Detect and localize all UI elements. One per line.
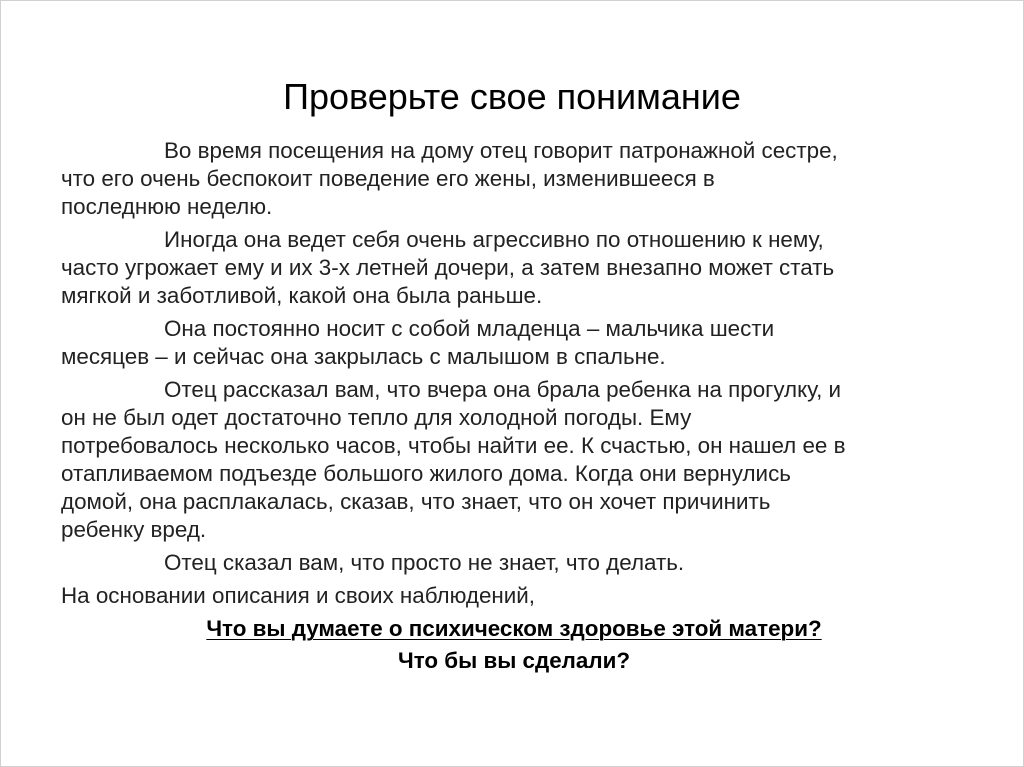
text-line: домой, она расплакалась, сказав, что знает, что он хочет причинить [61, 489, 771, 514]
paragraph-visit [61, 137, 967, 221]
text-line: Отец рассказал вам, что вчера она брала ребенка на прогулку, и [164, 377, 842, 402]
text-line: потребовалось несколько часов, чтобы найти ее. К счастью, он нашел ее в [61, 433, 846, 458]
slide-title: Проверьте свое понимание [283, 76, 741, 117]
text-line: Иногда она ведет себя очень агрессивно по отношению к нему, [164, 227, 824, 252]
question-mental-health: Что вы думаете о психическом здоровье этой матери? [206, 616, 822, 641]
question-action: Что бы вы сделали? [397, 648, 631, 673]
text-line: Отец сказал вам, что просто не знает, что делать. [164, 550, 685, 575]
text-line: Она постоянно носит с собой младенца – мальчика шести [164, 316, 775, 341]
paragraph-infant [61, 315, 967, 371]
text-line: он не был одет достаточно тепло для холодной погоды. Ему [61, 405, 692, 430]
text-line: последнюю неделю. [61, 194, 273, 219]
text-line: Во время посещения на дому отец говорит патронажной сестре, [164, 138, 838, 163]
text-line: ребенку вред. [61, 517, 207, 542]
text-line: месяцев – и сейчас она закрылась с малышом в спальне. [61, 344, 666, 369]
paragraph-father [61, 549, 967, 577]
text-line: часто угрожает ему и их 3-х летней дочери, а затем внезапно может стать [61, 255, 835, 280]
text-line: что его очень беспокоит поведение его жены, изменившееся в [61, 166, 715, 191]
text-line: мягкой и заботливой, какой она была раньше. [61, 283, 543, 308]
closing-text [61, 582, 967, 610]
text-line: отапливаемом подъезде большого жилого дома. Когда они вернулись [61, 461, 791, 486]
paragraph-walk [61, 376, 967, 544]
text-line: На основании описания и своих наблюдений, [61, 583, 536, 608]
slide-body [61, 137, 967, 675]
paragraph-aggression [61, 226, 967, 310]
